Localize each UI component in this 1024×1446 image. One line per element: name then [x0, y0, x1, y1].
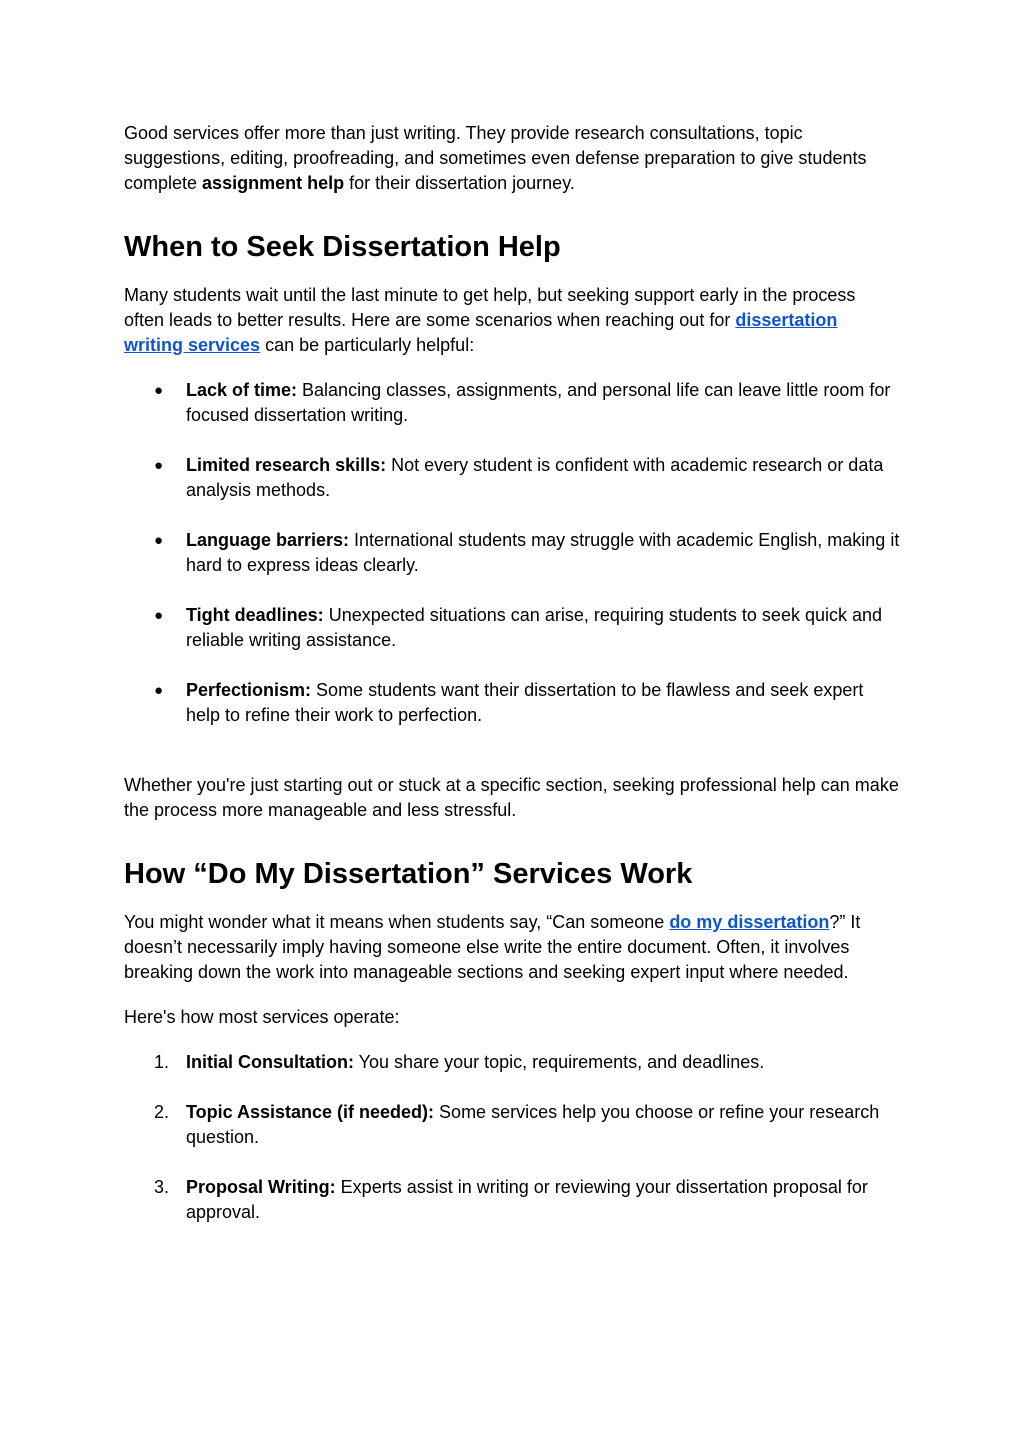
service-steps-list	[124, 1050, 900, 1225]
bullet-text: International students may struggle with academic English, making it hard to express ideas clearly.	[186, 530, 900, 575]
when-closing-paragraph: Whether you're just starting out or stuck at a specific section, seeking professional help can make the process more manageable and less stressful.	[124, 775, 899, 820]
bullet-icon: ●	[154, 382, 164, 399]
step-text: Some services help you choose or refine your research question.	[186, 1102, 880, 1147]
step-term: Initial Consultation:	[186, 1052, 354, 1072]
bullet-text: Balancing classes, assignments, and personal life can leave little room for focused dissertation writing.	[186, 380, 891, 425]
heading-how-services-work: How “Do My Dissertation” Services Work	[124, 858, 693, 890]
intro-bold-phrase: assignment help	[202, 173, 345, 193]
step-term: Topic Assistance (if needed):	[186, 1102, 435, 1122]
bullet-icon: ●	[154, 607, 164, 624]
how-intro-before: You might wonder what it means when students say, “Can someone	[124, 912, 670, 932]
bullet-text: Unexpected situations can arise, requiring students to seek quick and reliable writing assistance.	[186, 605, 883, 650]
do-my-dissertation-link[interactable]: do my dissertation	[669, 912, 830, 932]
list-item	[124, 378, 900, 428]
bullet-term: Language barriers:	[186, 530, 350, 550]
heading-when-to-seek: When to Seek Dissertation Help	[124, 231, 561, 263]
list-item	[124, 453, 900, 503]
intro-paragraph	[124, 121, 900, 196]
list-item	[124, 1175, 900, 1225]
bullet-term: Perfectionism:	[186, 680, 312, 700]
how-lead-paragraph: Here's how most services operate:	[124, 1007, 400, 1027]
how-intro-after: ?” It doesn’t necessarily imply having someone else write the entire document. Often, it involves breaking down the work into manageable sections and seeking expert input where needed.	[124, 912, 861, 982]
scenario-bullet-list	[124, 378, 900, 728]
bullet-icon: ●	[154, 457, 164, 474]
step-text: You share your topic, requirements, and deadlines.	[354, 1052, 765, 1072]
when-intro-after: can be particularly helpful:	[260, 335, 475, 355]
intro-text-after: for their dissertation journey.	[344, 173, 575, 193]
list-item	[124, 1100, 900, 1150]
bullet-term: Tight deadlines:	[186, 605, 324, 625]
list-item	[124, 678, 900, 728]
document-body	[124, 121, 900, 1225]
when-intro-before: Many students wait until the last minute to get help, but seeking support early in the process often leads to better results. Here are some scenarios when reaching out for	[124, 285, 856, 330]
bullet-term: Limited research skills:	[186, 455, 387, 475]
when-intro-paragraph	[124, 283, 900, 358]
list-item	[124, 1050, 900, 1075]
step-number: 2.	[154, 1102, 170, 1122]
step-number: 1.	[154, 1052, 170, 1072]
bullet-text: Not every student is confident with academic research or data analysis methods.	[186, 455, 884, 500]
step-text: Experts assist in writing or reviewing your dissertation proposal for approval.	[186, 1177, 868, 1222]
how-intro-paragraph	[124, 910, 900, 985]
list-item	[124, 603, 900, 653]
bullet-text: Some students want their dissertation to be flawless and seek expert help to refine their work to perfection.	[186, 680, 864, 725]
list-item	[124, 528, 900, 578]
dissertation-writing-services-link[interactable]: dissertation writing services	[124, 310, 838, 355]
intro-text-before: Good services offer more than just writing. They provide research consultations, topic suggestions, editing, proofreading, and sometimes even defense preparation to give students complete	[124, 123, 867, 193]
bullet-icon: ●	[154, 532, 164, 549]
bullet-term: Lack of time:	[186, 380, 298, 400]
bullet-icon: ●	[154, 682, 164, 699]
step-term: Proposal Writing:	[186, 1177, 336, 1197]
step-number: 3.	[154, 1177, 170, 1197]
